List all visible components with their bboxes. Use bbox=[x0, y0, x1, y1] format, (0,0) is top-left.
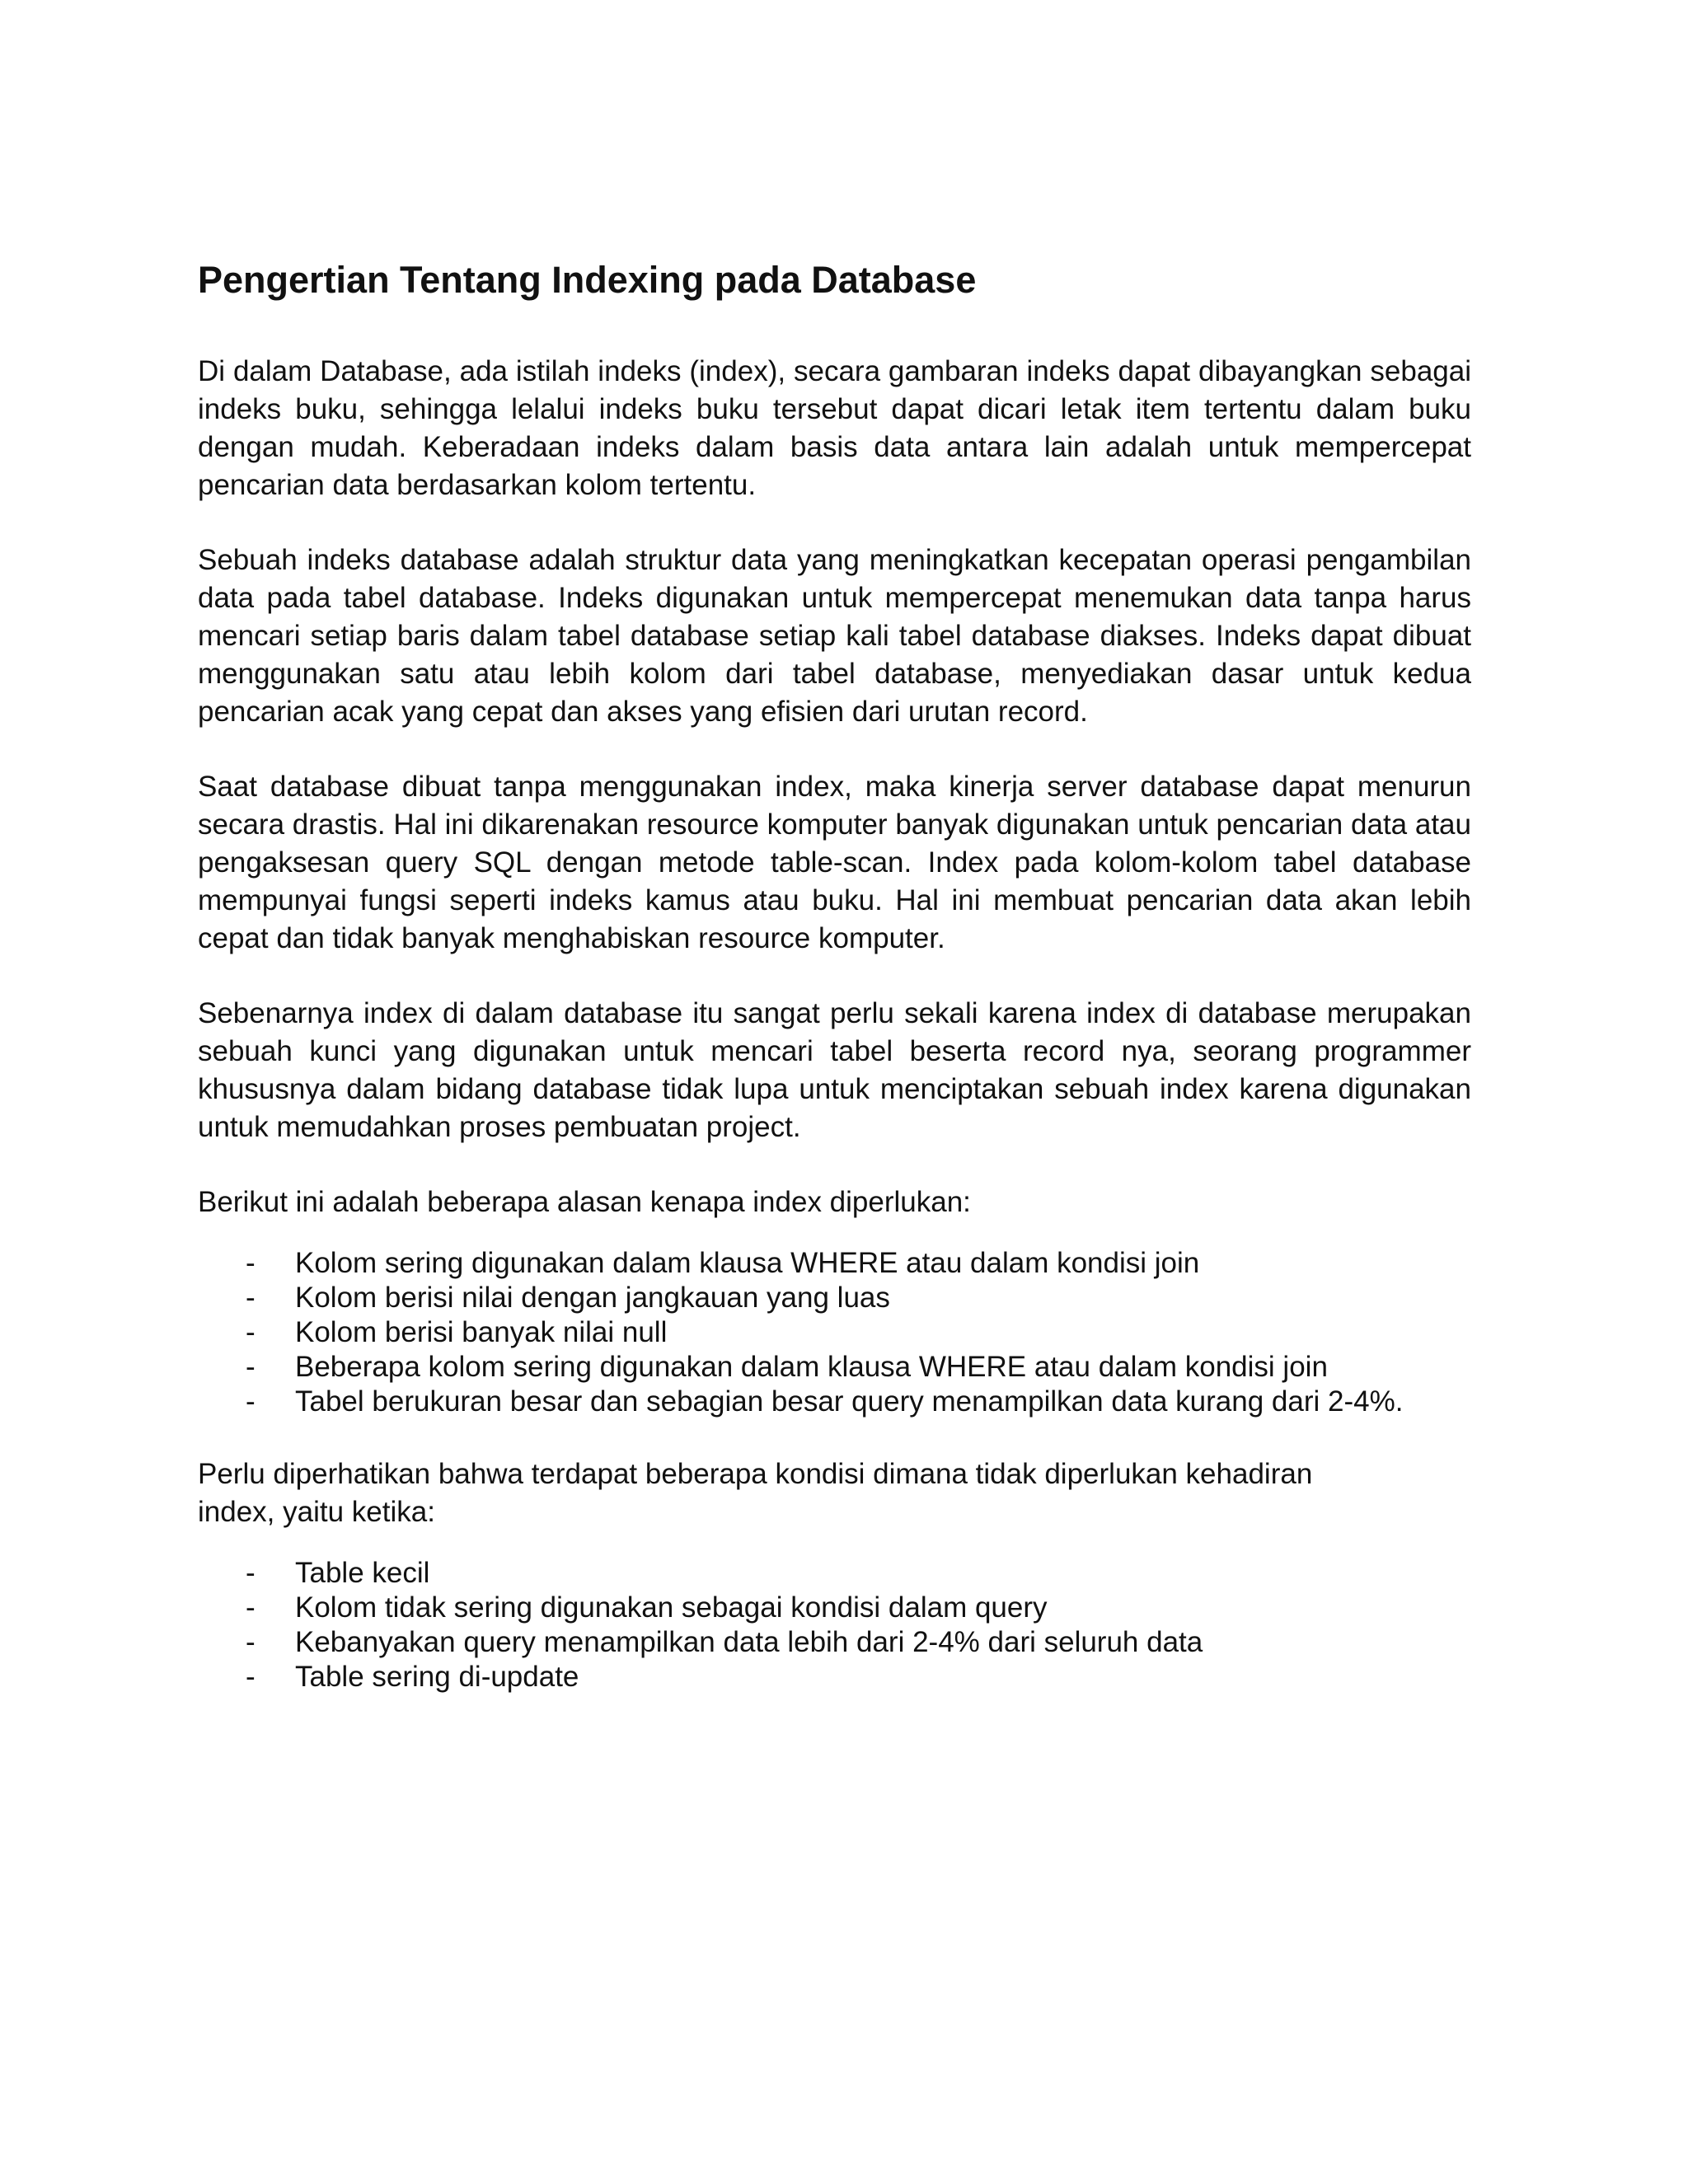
list-item bbox=[198, 1350, 1471, 1385]
list-item-text: Kebanyakan query menampilkan data lebih dari 2-4% dari seluruh data bbox=[295, 1626, 1203, 1658]
paragraph-intro: Di dalam Database, ada istilah indeks (index), secara gambaran indeks dapat dibayangkan sebagai indeks buku, sehingga lelalui indeks buku tersebut dapat dicari letak item tertentu dalam buku dengan mudah. Keberadaan indeks dalam basis data antara lain adalah untuk mempercepat pencarian data berdasarkan kolom tertentu. bbox=[198, 355, 1471, 501]
list-item-text: Kolom tidak sering digunakan sebagai kondisi dalam query bbox=[295, 1591, 1048, 1624]
document-page bbox=[198, 255, 1471, 1731]
dash-bullet-icon: - bbox=[246, 1247, 256, 1279]
reasons-intro: Berikut ini adalah beberapa alasan kenapa index diperlukan: bbox=[198, 1186, 971, 1218]
page-title: Pengertian Tentang Indexing pada Database bbox=[198, 259, 977, 301]
reasons-list bbox=[198, 1246, 1471, 1419]
list-item bbox=[198, 1246, 1471, 1281]
list-item-text: Table sering di-update bbox=[295, 1661, 579, 1693]
list-item-text: Kolom berisi banyak nilai null bbox=[295, 1316, 668, 1348]
list-item bbox=[198, 1281, 1471, 1315]
list-item bbox=[198, 1625, 1471, 1660]
list-item bbox=[198, 1660, 1471, 1694]
dash-bullet-icon: - bbox=[246, 1316, 256, 1348]
list-item-text: Beberapa kolom sering digunakan dalam klausa WHERE atau dalam kondisi join bbox=[295, 1351, 1328, 1383]
dash-bullet-icon: - bbox=[246, 1385, 256, 1418]
dash-bullet-icon: - bbox=[246, 1626, 256, 1658]
exceptions-list bbox=[198, 1556, 1471, 1694]
exceptions-intro: Perlu diperhatikan bahwa terdapat beberapa kondisi dimana tidak diperlukan kehadiran index, yaitu ketika: bbox=[198, 1458, 1313, 1528]
list-item bbox=[198, 1385, 1471, 1419]
dash-bullet-icon: - bbox=[246, 1661, 256, 1693]
list-item-text: Table kecil bbox=[295, 1557, 430, 1589]
paragraph-definition: Sebuah indeks database adalah struktur data yang meningkatkan kecepatan operasi pengambilan data pada tabel database. Indeks digunakan untuk mempercepat menemukan data tanpa harus mencari setiap baris dalam tabel database setiap kali tabel database diakses. Indeks dapat dibuat menggunakan satu atau lebih kolom dari tabel database, menyediakan dasar untuk kedua pencarian acak yang cepat dan akses yang efisien dari urutan record. bbox=[198, 544, 1471, 728]
list-item-text: Tabel berukuran besar dan sebagian besar query menampilkan data kurang dari 2-4%. bbox=[295, 1385, 1404, 1418]
paragraph-importance: Sebenarnya index di dalam database itu sangat perlu sekali karena index di database merupakan sebuah kunci yang digunakan untuk mencari tabel beserta record nya, seorang programmer khususnya dalam bidang database tidak lupa untuk menciptakan sebuah index karena digunakan untuk memudahkan proses pembuatan project. bbox=[198, 997, 1471, 1143]
list-item bbox=[198, 1315, 1471, 1350]
list-item-text: Kolom berisi nilai dengan jangkauan yang luas bbox=[295, 1282, 890, 1314]
dash-bullet-icon: - bbox=[246, 1591, 256, 1624]
dash-bullet-icon: - bbox=[246, 1351, 256, 1383]
dash-bullet-icon: - bbox=[246, 1282, 256, 1314]
paragraph-performance: Saat database dibuat tanpa menggunakan index, maka kinerja server database dapat menurun secara drastis. Hal ini dikarenakan resource komputer banyak digunakan untuk pencarian data atau pengaksesan query SQL dengan metode table-scan. Index pada kolom-kolom tabel database mempunyai fungsi seperti indeks kamus atau buku. Hal ini membuat pencarian data akan lebih cepat dan tidak banyak menghabiskan resource komputer. bbox=[198, 771, 1471, 954]
list-item bbox=[198, 1556, 1471, 1591]
list-item-text: Kolom sering digunakan dalam klausa WHERE atau dalam kondisi join bbox=[295, 1247, 1200, 1279]
dash-bullet-icon: - bbox=[246, 1557, 256, 1589]
list-item bbox=[198, 1591, 1471, 1625]
